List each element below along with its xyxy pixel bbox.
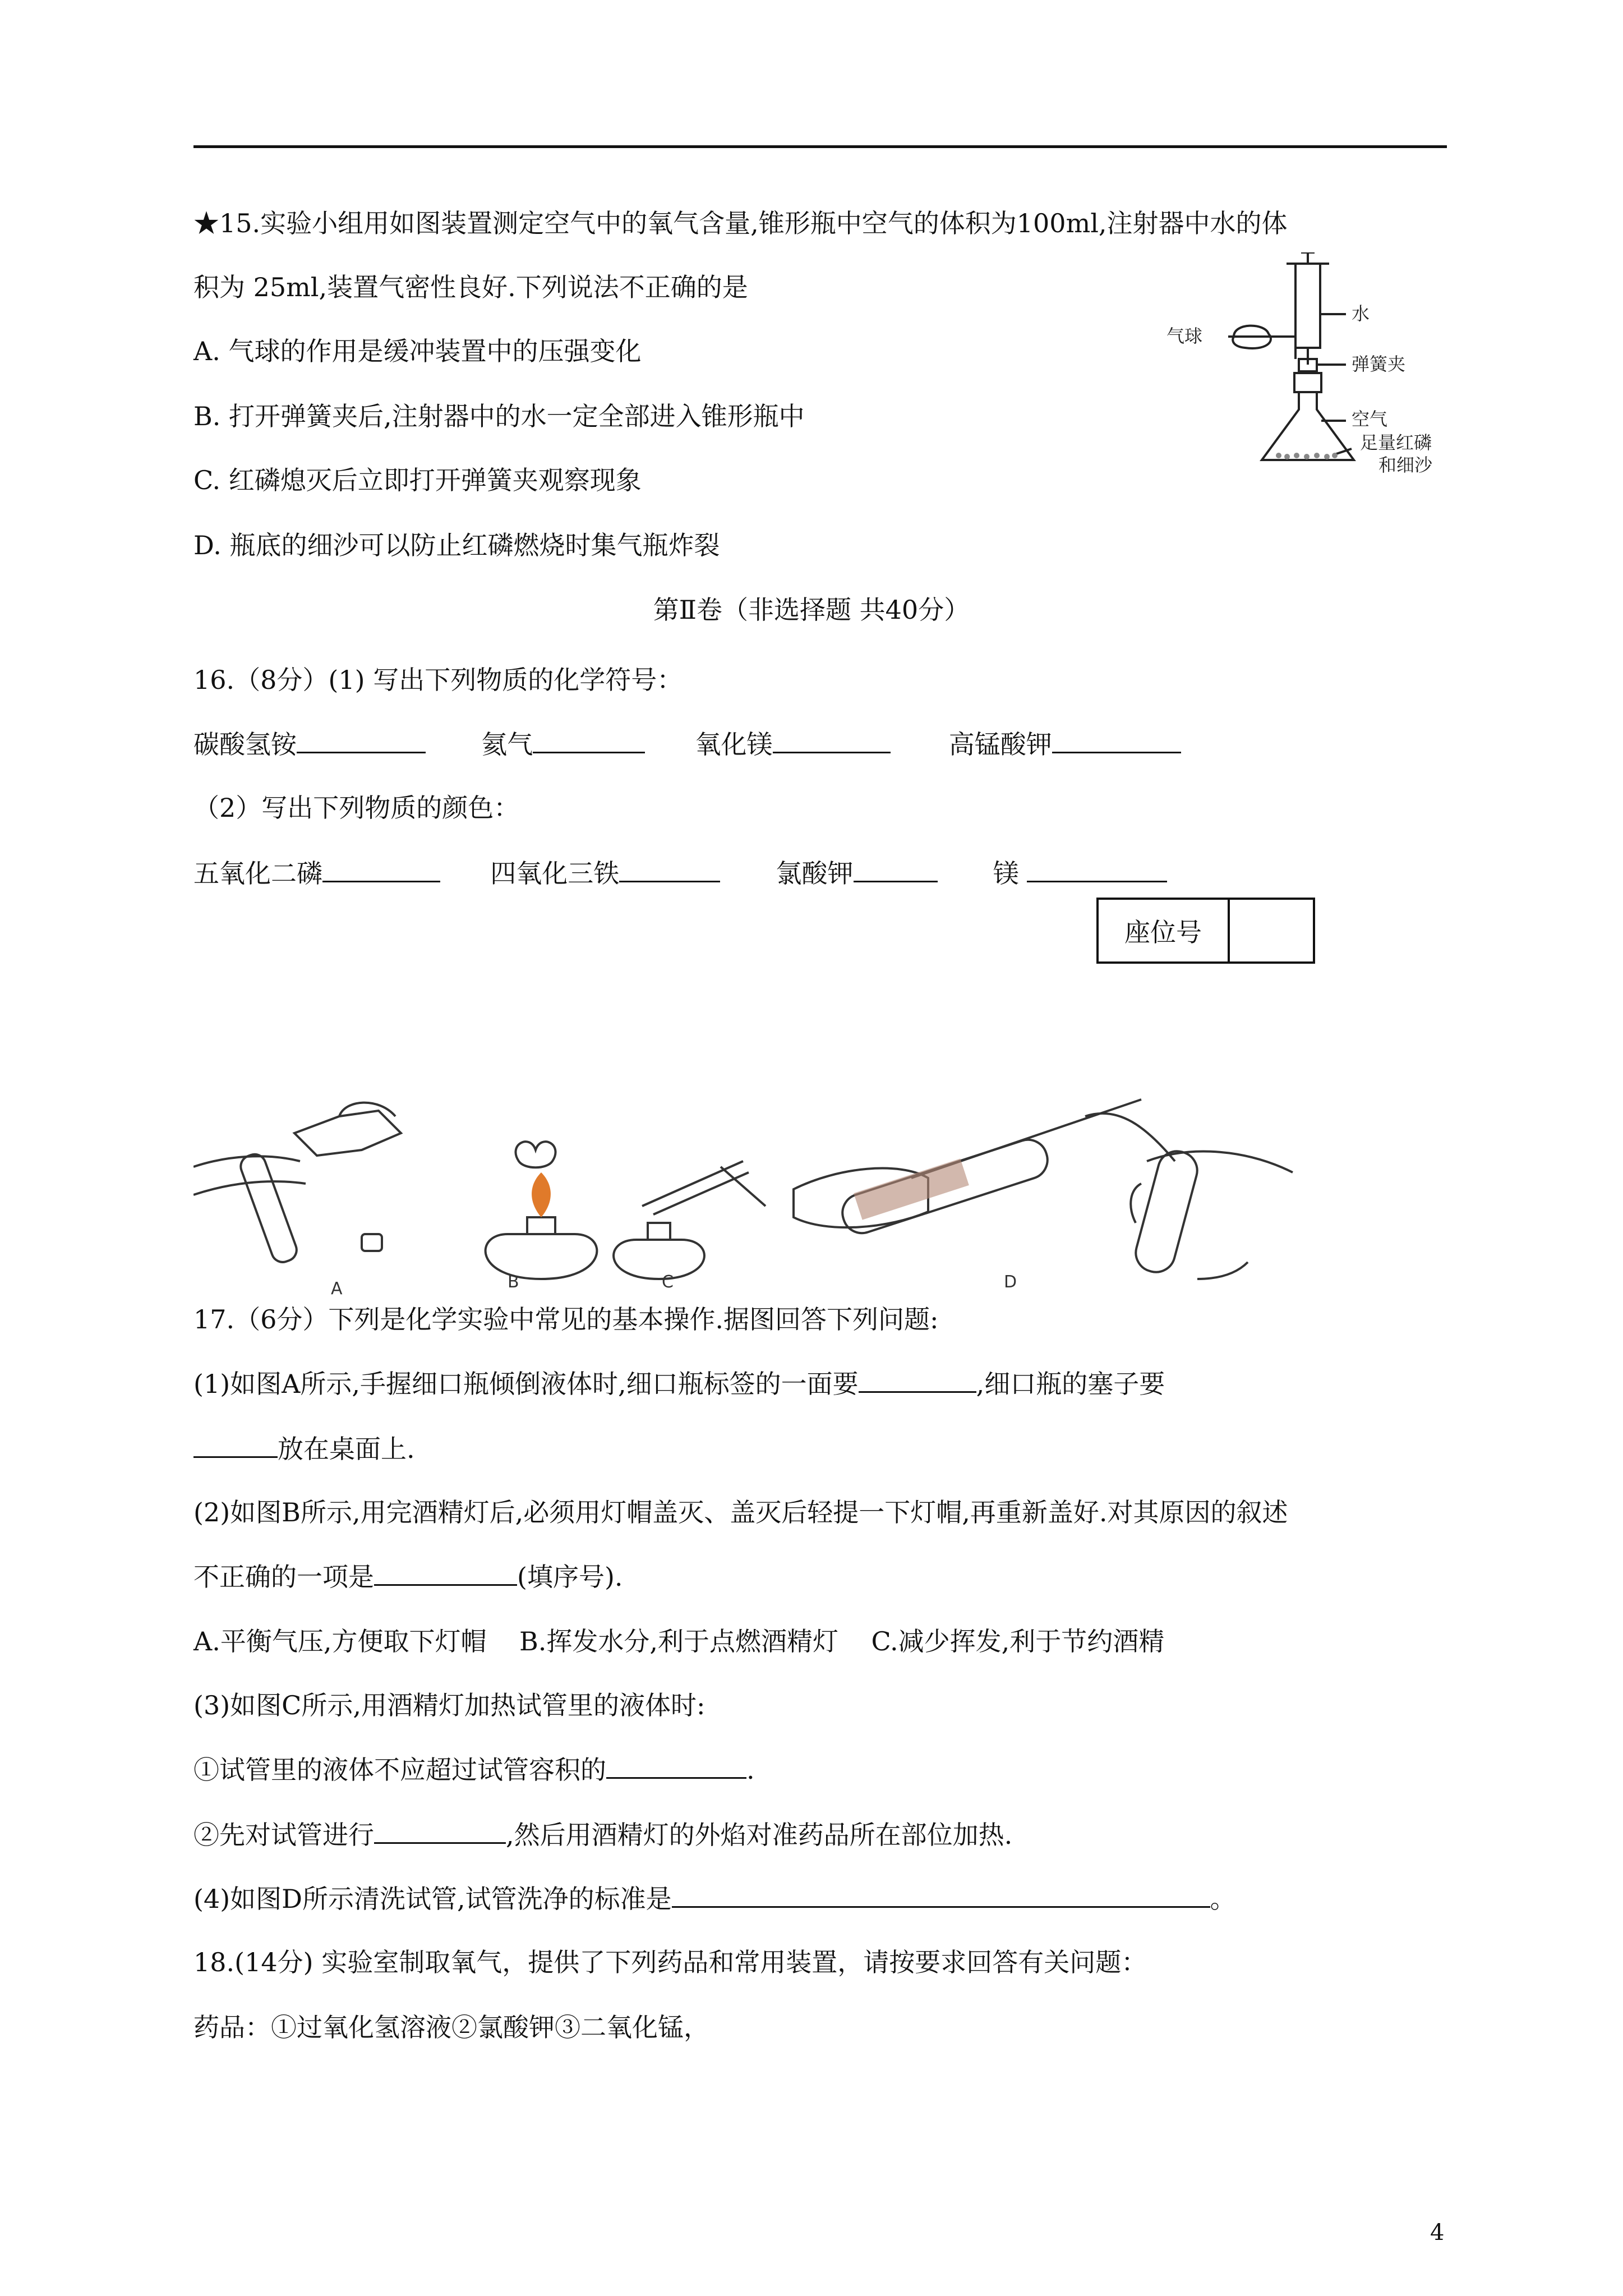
q17-p3ii-a: ②先对试管进行 (193, 1820, 374, 1850)
q16-r2-item2: 四氧化三铁 (490, 858, 620, 889)
q17-p3: (3)如图C所示,用酒精灯加热试管里的液体时: (193, 1690, 706, 1720)
q16-row2 (193, 856, 1167, 890)
fig-label-b: B (508, 1272, 519, 1292)
blank-field[interactable] (672, 1881, 1210, 1908)
blank-field[interactable] (619, 856, 720, 882)
q17-part3-ii (193, 1818, 1012, 1852)
q18-drugs: 药品：①过氧化氢溶液②氯酸钾③二氧化锰， (193, 2012, 709, 2042)
seat-number-label: 座位号 (1099, 900, 1230, 961)
q17-p3i-b: . (746, 1755, 755, 1785)
q16-r2-item3: 氯酸钾 (776, 858, 854, 889)
q15-option-b: B. 打开弹簧夹后,注射器中的水一定全部进入锥形瓶中 (193, 401, 805, 431)
q17-p1b: ,细口瓶的塞子要 (976, 1369, 1165, 1399)
q17-part3-i (193, 1752, 755, 1787)
q17-p2c: (填序号). (517, 1562, 623, 1592)
q16-r1-item2: 氦气 (481, 729, 533, 760)
q17-part4 (193, 1881, 1236, 1916)
q17-p2b: 不正确的一项是 (193, 1562, 374, 1592)
seat-number-field[interactable] (1230, 900, 1313, 961)
label-balloon: 气球 (1166, 325, 1203, 347)
q17-head: 17.（6分）下列是化学实验中常见的基本操作.据图回答下列问题: (193, 1304, 939, 1335)
blank-field[interactable] (854, 856, 938, 882)
q15-apparatus-figure (1166, 252, 1481, 477)
q16-row1 (193, 727, 1181, 761)
page-number: 4 (1430, 2220, 1445, 2246)
label-air: 空气 (1352, 408, 1388, 430)
blank-field[interactable] (1052, 727, 1181, 753)
blank-field[interactable] (297, 727, 426, 753)
q16-r2-item1: 五氧化二磷 (193, 858, 322, 889)
blank-field[interactable] (1027, 856, 1167, 882)
q15-option-c: C. 红磷熄灭后立即打开弹簧夹观察现象 (193, 465, 642, 495)
blank-field[interactable] (533, 727, 645, 753)
q17-part1 (193, 1366, 1165, 1401)
label-clip: 弹簧夹 (1352, 353, 1406, 375)
q17-p3i-a: ①试管里的液体不应超过试管容积的 (193, 1755, 606, 1785)
q16-sub2: （2）写出下列物质的颜色： (193, 793, 520, 823)
q17-p1c: 放在桌面上. (278, 1434, 415, 1464)
blank-field[interactable] (859, 1366, 976, 1393)
q17-p2a: (2)如图B所示,用完酒精灯后,必须用灯帽盖灭、盖灭后轻提一下灯帽,再重新盖好.对其原因的叙述 (193, 1497, 1288, 1527)
q17-operations-figure (193, 1094, 1315, 1290)
blank-field[interactable] (374, 1818, 506, 1844)
fig-label-d: D (1004, 1272, 1017, 1292)
q17-part2-options: A.平衡气压,方便取下灯帽 B.挥发水分,利于点燃酒精灯 C.减少挥发,利于节约酒精 (193, 1626, 1165, 1657)
q16-r1-item4: 高锰酸钾 (948, 729, 1052, 760)
section-title: 第Ⅱ卷（非选择题 共40分） (653, 595, 970, 625)
fig-label-c: C (662, 1272, 674, 1292)
q17-p3ii-b: ,然后用酒精灯的外焰对准药品所在部位加热. (506, 1820, 1013, 1850)
q17-part1-cont (193, 1432, 415, 1466)
label-water: 水 (1352, 303, 1370, 324)
q15-option-d: D. 瓶底的细沙可以防止红磷燃烧时集气瓶炸裂 (193, 530, 720, 560)
q17-p4a: (4)如图D所示清洗试管,试管洗净的标准是 (193, 1884, 672, 1914)
blank-field[interactable] (193, 1432, 278, 1458)
label-phosphorus-2: 和细沙 (1378, 454, 1433, 476)
blank-field[interactable] (606, 1752, 746, 1779)
blank-field[interactable] (322, 856, 440, 882)
q16-r1-item1: 碳酸氢铵 (193, 729, 297, 760)
seat-number-box (1096, 898, 1315, 964)
q17-p1a: (1)如图A所示,手握细口瓶倾倒液体时,细口瓶标签的一面要 (193, 1369, 859, 1399)
blank-field[interactable] (374, 1559, 517, 1586)
q18-head: 18.(14分) 实验室制取氧气，提供了下列药品和常用装置，请按要求回答有关问题： (193, 1947, 1147, 1977)
q17-p4b: 。 (1210, 1884, 1236, 1914)
q16-head: 16.（8分）(1) 写出下列物质的化学符号： (193, 665, 683, 695)
q17-part2-cont (193, 1559, 623, 1594)
header-rule (193, 145, 1447, 148)
q16-r2-item4: 镁 (993, 858, 1019, 889)
q15-option-a: A. 气球的作用是缓冲装置中的压强变化 (193, 336, 642, 366)
q16-r1-item3: 氧化镁 (695, 729, 773, 760)
q15-stem-line2: 积为 25ml,装置气密性良好.下列说法不正确的是 (193, 272, 748, 302)
label-phosphorus-1: 足量红磷 (1360, 432, 1432, 453)
q15-stem-line1: ★15.实验小组用如图装置测定空气中的氧气含量,锥形瓶中空气的体积为100ml,注射器中水的体 (193, 208, 1288, 238)
fig-label-a: A (331, 1279, 343, 1299)
blank-field[interactable] (773, 727, 891, 753)
